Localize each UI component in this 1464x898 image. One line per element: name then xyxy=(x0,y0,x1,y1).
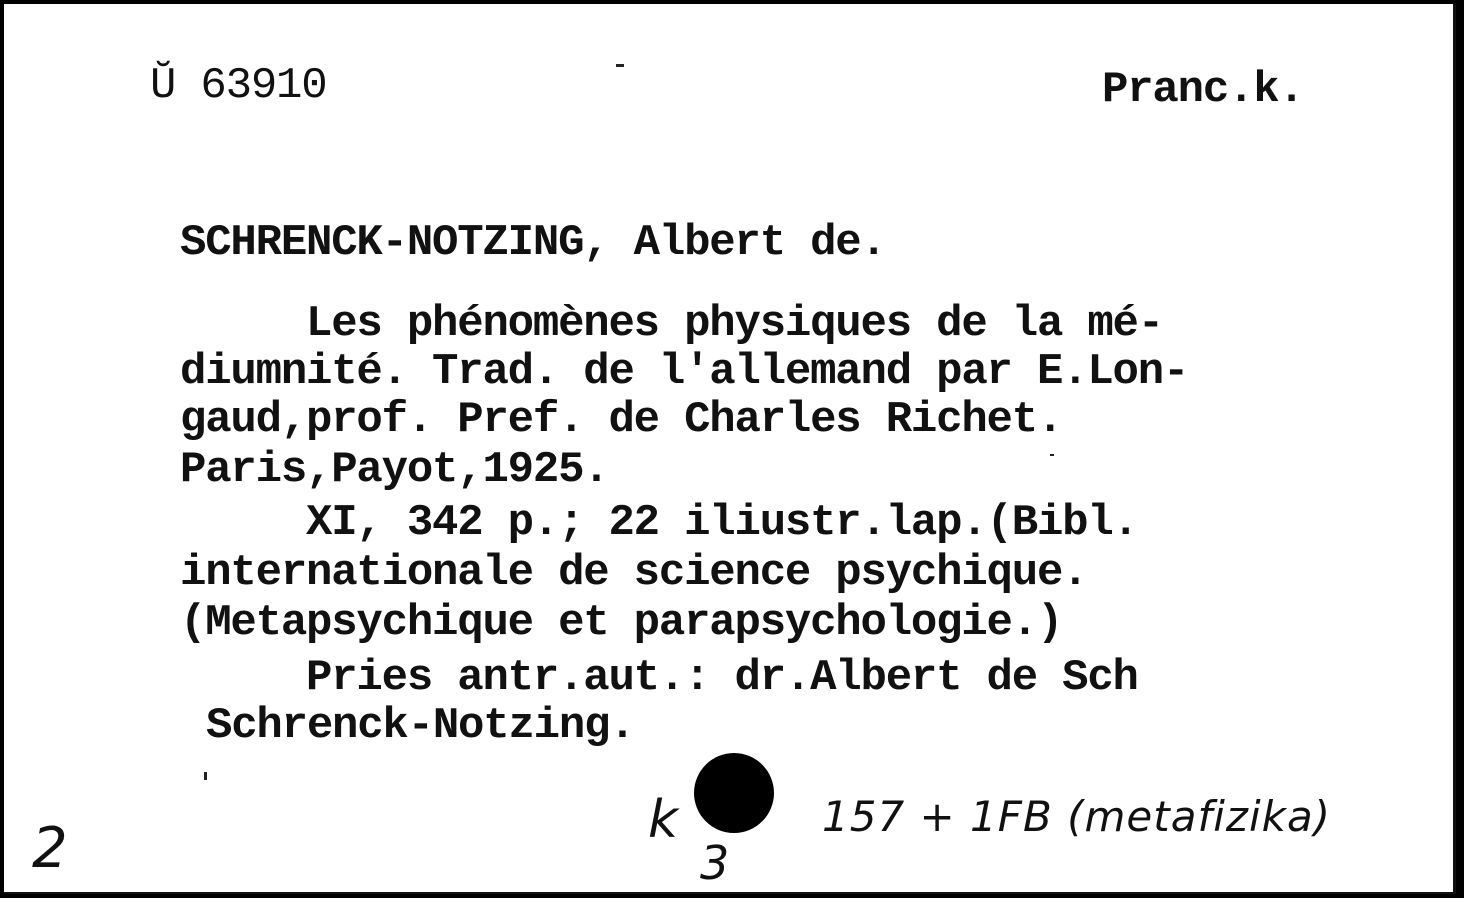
handwritten-number: 2 xyxy=(32,816,68,881)
title-line: diumnité. Trad. de l'allemand par E.Lon- xyxy=(180,347,1189,397)
call-number: Ŭ 63910 xyxy=(150,61,327,111)
series-line: internationale de science psychique. xyxy=(180,548,1088,598)
dust-speck xyxy=(1050,454,1054,456)
collation-line: XI, 342 p.; 22 iliustr.lap.(Bibl. xyxy=(180,498,1138,548)
location-code: Pranc.k. xyxy=(1102,65,1304,115)
handwritten-note: 157 + 1FB (metafizika) xyxy=(822,792,1332,841)
punch-hole xyxy=(694,753,774,833)
title-line: Les phénomènes physiques de la mé- xyxy=(180,299,1163,349)
note-line: Pries antr.aut.: dr.Albert de Sch xyxy=(180,653,1138,703)
catalog-card xyxy=(4,4,1456,894)
handwritten-k: k xyxy=(648,790,679,850)
title-line: gaud,prof. Pref. de Charles Richet. xyxy=(180,395,1063,445)
dust-speck xyxy=(204,772,207,780)
dust-speck xyxy=(616,64,624,67)
note-line: Schrenck-Notzing. xyxy=(206,701,635,751)
imprint-line: Paris,Payot,1925. xyxy=(180,445,609,495)
series-line: (Metapsychique et parapsychologie.) xyxy=(180,598,1063,648)
handwritten-3: 3 xyxy=(700,836,730,890)
author-heading: SCHRENCK-NOTZING, Albert de. xyxy=(180,218,886,268)
